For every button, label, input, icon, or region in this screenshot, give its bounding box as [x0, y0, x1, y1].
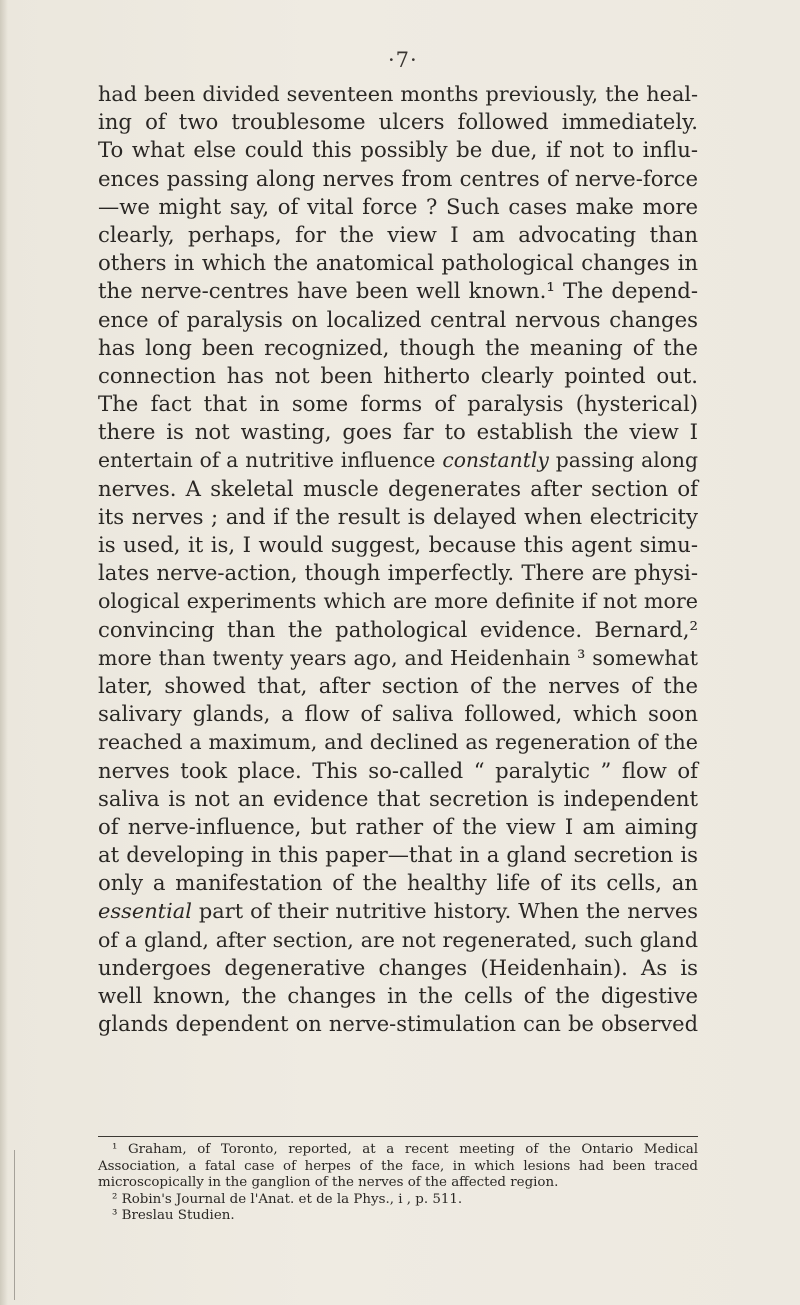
text-line: saliva is not an evidence that secretion is independent: [98, 785, 698, 811]
text-line: of nerve-influence, but rather of the view I am aiming: [98, 813, 698, 839]
text-line: is used, it is, I would suggest, because this agent simu-: [98, 532, 698, 557]
margin-mark: [14, 1150, 15, 1300]
text-line: more than twenty years ago, and Heidenhain ³ somewhat: [98, 645, 698, 670]
text-line: To what else could this possibly be due, if not to influ-: [98, 137, 698, 163]
text-line: of a gland, after section, are not regenerated, such gland: [98, 927, 698, 952]
text-line: there is not wasting, goes far to establish the view I: [98, 419, 698, 445]
text-line: the nerve-centres have been well known.¹ The depend-: [98, 278, 698, 304]
text-line: ing of two troublesome ulcers followed immediately.: [98, 109, 698, 135]
text-line: undergoes degenerative changes (Heidenhain). As is: [98, 954, 698, 980]
text-line: has long been recognized, though the meaning of the: [98, 334, 698, 360]
footnote-line: ² Robin's Journal de l'Anat. et de la Phys., i , p. 511.: [112, 1191, 463, 1207]
text-line: others in which the anatomical pathological changes in: [98, 250, 698, 276]
text-line: ences passing along nerves from centres of nerve-force: [98, 165, 698, 191]
text-line: connection has not been hitherto clearly pointed out.: [98, 362, 698, 388]
footnote-line: ³ Breslau Studien.: [112, 1208, 235, 1224]
text-line: nerves. A skeletal muscle degenerates after section of: [98, 475, 698, 501]
text-line: clearly, perhaps, for the view I am advocating than: [98, 221, 698, 247]
italic-word: constantly: [442, 448, 549, 473]
footnote-line: ¹ Graham, of Toronto, reported, at a recent meeting of the Ontario Medical: [112, 1142, 698, 1157]
text-line: reached a maximum, and declined as regeneration of the: [98, 730, 698, 755]
text-line: at developing in this paper—that in a gland secretion is: [98, 842, 698, 868]
text-line: well known, the changes in the cells of the digestive: [98, 983, 698, 1008]
text-line: glands dependent on nerve-stimulation can be observed: [98, 1012, 698, 1037]
footnote-rule: [98, 1136, 698, 1137]
text-line: The fact that in some forms of paralysis (hysterical): [98, 391, 698, 417]
text-line: its nerves ; and if the result is delayed when electricity: [98, 503, 698, 529]
page-edge-shadow: [0, 0, 8, 1305]
footnote-line: microscopically in the ganglion of the nerves of the affected region.: [98, 1175, 559, 1191]
body-text: [98, 80, 698, 1038]
text-line: later, showed that, after section of the nerves of the: [98, 672, 698, 698]
text-line: only a manifestation of the healthy life of its cells, an: [98, 870, 698, 896]
text-line: —we might say, of vital force ? Such cases make more: [98, 193, 698, 219]
page-number: ·7·: [388, 48, 418, 72]
text-line: ence of paralysis on localized central nervous changes: [98, 306, 698, 332]
text-line: salivary glands, a flow of saliva followed, which soon: [98, 701, 698, 727]
text-line: convincing than the pathological evidence. Bernard,²: [98, 616, 698, 642]
text-line: entertain of a nutritive influence constantly passing along: [98, 448, 699, 473]
text-line: nerves took place. This so-called “ paralytic ” flow of: [98, 757, 698, 783]
text-line: essential part of their nutritive history. When the nerves: [98, 899, 698, 924]
footnote-line: Association, a fatal case of herpes of the face, in which lesions had been traced: [98, 1158, 698, 1174]
text-line: ological experiments which are more definite if not more: [98, 589, 698, 614]
text-line: lates nerve-action, though imperfectly. There are physi-: [98, 560, 698, 586]
footnotes: [98, 1142, 698, 1225]
text-line: had been divided seventeen months previously, the heal-: [98, 82, 698, 106]
italic-word: essential: [98, 899, 192, 924]
